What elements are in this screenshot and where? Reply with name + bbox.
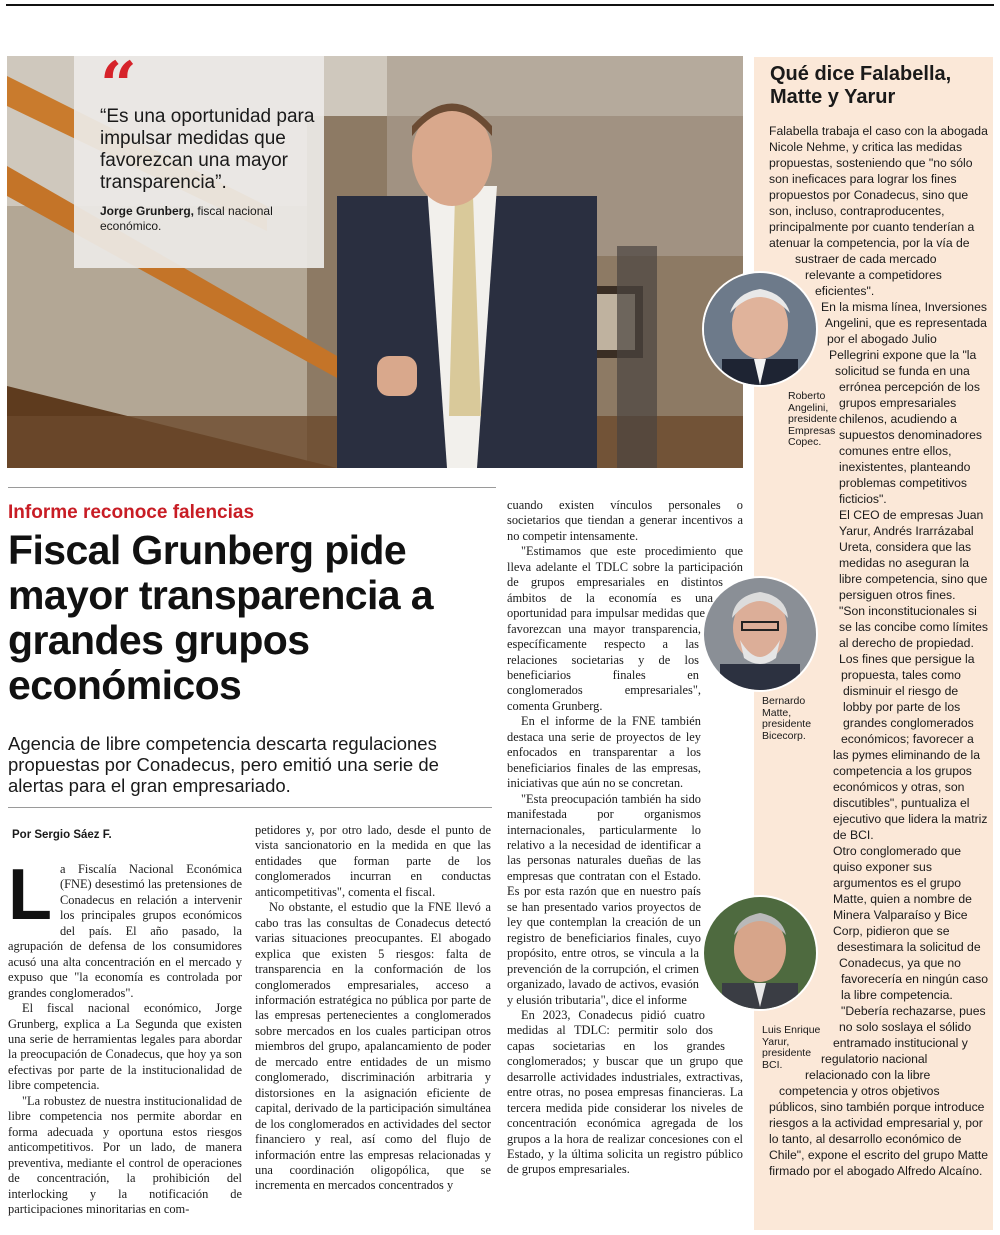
quote-mark-icon: “ [100, 48, 137, 123]
headline: Fiscal Grunberg pide mayor transparencia a grandes grupos económicos [8, 527, 433, 708]
caption-line: Empresas [788, 424, 836, 437]
sidebar-paragraph: Otro conglomerado que quiso exponer sus argumentos es el grupo Matte, quien a nombre de Minera Valparaíso y Bice Corp, pidieron que se desestimara la solicitud de Conadecus, ya que no favorecería en ningún caso la libre competencia. [833, 844, 989, 1002]
caption-line: BCI. [762, 1058, 783, 1071]
wrap-spacer [699, 958, 743, 974]
portrait-angelini-illustration [704, 273, 816, 385]
headline-rule [8, 487, 496, 488]
article-paragraph: No obstante, el estudio que la FNE llevó a cabo tras las consultas de Conadecus detectó varias situaciones preocupantes. El abogado explica que existen 5 riesgos: falta de transparencia en la conformación de los conglomerados empresariales, acceso a información estratégica no pública por parte de las empresas pertenecientes a conglomerados sobre mercados en los cuales participan otros miembros del grupo, apalancamiento de poder de mercado entre entidades de un mismo conglomerado, discriminación arbitraria y distorsiones en la asignación eficiente de capital, derivado de la participación simultánea de los conglomerados en actividades del sector financiero y real, así como del flujo de información entre las empresas relacionadas y una coordinación oligopólica, que se incrementa en mercados concentrados y [255, 900, 491, 1193]
top-rule [6, 4, 994, 6]
article-paragraph: En el informe de la FNE también destaca una serie de proyectos de ley enfocados en transparentar a los beneficiarios finales de las empresas, iniciativas que aún no se concretan. [507, 714, 701, 791]
caption-line: Angelini, [788, 401, 829, 414]
attribution-role: fiscal nacional económico. [100, 204, 273, 233]
article-paragraph: "Estimamos que este procedimiento que lleva adelante el TDLC sobre la participación de grupos empresariales en distintos ámbitos de la economía es una oportunidad para impulsar medidas que favorezcan una mayor transparencia, específicamente respecto a las relaciones societarias y de los beneficiarios finales en conglomerados empresariales", comenta Grunberg. [507, 544, 743, 713]
pull-quote-box [74, 48, 324, 268]
article-paragraph: petidores y, por otro lado, desde el punto de vista sancionatorio en la medida en que las entidades que forman parte de los conglomerados incurran en conductas anticompetitivas", comenta el fiscal. [255, 823, 491, 899]
sidebar-paragraph: Falabella trabaja el caso con la abogada Nicole Nehme, y critica las medidas propuestas, sosteniendo que "no sólo son ineficaces para lograr los fines propuestos por Conadecus, sino que son, incluso, contraproducentes, principalmente por cuanto tenderían a atenuar la competencia, por la vía de sustraer de cada mercado relevante a competidores eficientes". [769, 124, 988, 298]
wrap-spacer [701, 624, 743, 640]
article-column-3 [507, 498, 743, 1178]
sidebar-paragraph: "Debería rechazarse, pues no solo soslaya el sólido entramado institucional y regulatorio nacional relacionado con la libre competencia y otros objetivos públicos, sino también porque introduce riesgos a la actividad empresarial y, por lo tanto, al desarrollo económico de Chile", expone el escrito del grupo Matte firmado por el abogado Alfredo Alcaíno. [769, 1004, 989, 1178]
article-column-1 [8, 855, 242, 1217]
caption-line: Yarur, [762, 1035, 790, 1048]
caption-yarur [762, 1025, 820, 1071]
lede: Agencia de libre competencia descarta regulaciones propuestas por Conadecus, pero emitió una serie de alertas para el gran empresariado. [8, 733, 439, 796]
wrap-spacer [725, 720, 743, 736]
sidebar-paragraph: "Son inconstitucionales si se las concibe como límites al derecho de propiedad. Los fines que persigue la propuesta, tales como disminuir el riesgo de lobby por parte de los grandes conglomerados económicos; favorecer a las pymes eliminando de la competencia a los grupos económicos y otras, son discutibles", puntualiza el ejecutivo que lidera la matriz de BCI. [833, 604, 989, 842]
attribution-name: Jorge Grunberg, [100, 204, 195, 218]
caption-line: Copec. [788, 436, 822, 448]
kicker: Informe reconoce falencias [8, 502, 255, 523]
wrap-spacer [713, 1022, 743, 1038]
lede-rule [8, 807, 492, 808]
wrap-spacer [725, 1038, 743, 1054]
wrap-spacer [705, 1006, 743, 1022]
sidebar-title: Qué dice Falabella, Matte y Yarur [770, 63, 952, 108]
caption-line: presidente [788, 413, 838, 425]
pull-quote-text: “Es una oportunidad para impulsar medidas que favorezcan una mayor transparencia”. [100, 106, 315, 193]
article-column-2 [255, 823, 491, 1194]
caption-angelini [788, 391, 837, 449]
caption-matte [762, 696, 811, 742]
caption-line: presidente [762, 718, 812, 730]
wrap-spacer [713, 910, 743, 926]
caption-line: Roberto [788, 390, 826, 402]
article-paragraph [8, 855, 242, 1001]
wrap-spacer [713, 592, 743, 608]
wrap-spacer [699, 656, 743, 672]
wrap-spacer [723, 576, 743, 592]
caption-line: Luis Enrique [762, 1024, 821, 1036]
wrap-spacer [705, 688, 743, 704]
caption-line: presidente [762, 1047, 812, 1059]
pull-quote-attribution [100, 204, 320, 234]
wrap-spacer [705, 926, 743, 942]
caption-line: Bernardo [762, 695, 806, 707]
wrap-spacer [699, 974, 743, 990]
wrap-spacer [713, 704, 743, 720]
article-paragraph: El fiscal nacional económico, Jorge Grunberg, explica a La Segunda que existen una serie de herramientas legales para abordar la preocupación de Conadecus, que hoy ya son efectivas por parte de la institucionalidad de libre competencia. [8, 1001, 242, 1093]
article-paragraph: En 2023, Conadecus pidió cuatro medidas al TDLC: permitir solo dos capas societarias en los grandes conglomerados; y buscar que un grupo que desarrolle actividades industriales, extractivas, entre otras, no posea empresas financieras. La tercera medida pide considerar los niveles de concentración económica agregada de los grupos a la hora de realizar concesiones con el Estado, y la última solicita un registro público de grupos empresariales. [507, 1007, 743, 1177]
dropcap: L [8, 855, 52, 935]
article-paragraph: cuando existen vínculos personales o societarios que tiendan a generar incentivos a no competir intensamente. [507, 498, 743, 543]
sidebar-paragraph: En la misma línea, Inversiones Angelini, que es representada por el abogado Julio Pellegrini expone que la "la solicitud se funda en una errónea percepción de los grupos empresariales chilenos, acudiendo a supuestos denominadores comunes entre ellos, inexistentes, planteando problemas competitivos ficticios". [821, 300, 987, 506]
wrap-spacer [701, 942, 743, 958]
wrap-spacer [701, 672, 743, 688]
caption-line: Matte, [762, 706, 792, 719]
wrap-spacer [701, 990, 743, 1006]
wrap-spacer [723, 894, 743, 910]
article-paragraph: "Esta preocupación también ha sido manifestada por organismos internacionales, particularmente lo relativo a la necesidad de identificar a las personas naturales dueñas de las empresas que contratan con el Estado. Es por esta razón que en nuestro país se han presentado varios proyectos de ley que contemplan la creación de un registro de beneficiarios finales, cuyo propósito, entre otros, se vincula a la prevención de la corrupción, el crimen organizado, lavado de activos, evasión y elusión tributaria", dice el informe [507, 791, 701, 1007]
article-paragraph: "La robustez de nuestra institucionalidad de libre competencia nos permite abordar en forma adecuada y oportuna estos riesgos anticompetitivos. Por un lado, de manera preventiva, mediante el control de operaciones de concentración, la prohibición del interlocking y la notificación de participaciones minoritarias en com- [8, 1093, 242, 1216]
wrap-spacer [699, 640, 743, 656]
paragraph-text: a Fiscalía Nacional Económica (FNE) desestimó las pretensiones de Conadecus en relación a intervenir los principales grupos económicos del país. El año pasado, la agrupación de defensa de los consumidores acusó una alta concentración en el mercado y expuso que "la economía es controlada por grandes conglomerados". [8, 862, 242, 1000]
caption-line: Bicecorp. [762, 729, 806, 742]
sidebar-paragraph: El CEO de empresas Juan Yarur, Andrés Irarrázabal Ureta, considera que las medidas no aseguran la libre competencia, sino que persiguen otros fines. [839, 508, 988, 602]
wrap-spacer [705, 608, 743, 624]
sidebar-box [754, 57, 993, 1230]
byline: Por Sergio Sáez F. [12, 829, 112, 841]
portrait-angelini [702, 271, 818, 387]
